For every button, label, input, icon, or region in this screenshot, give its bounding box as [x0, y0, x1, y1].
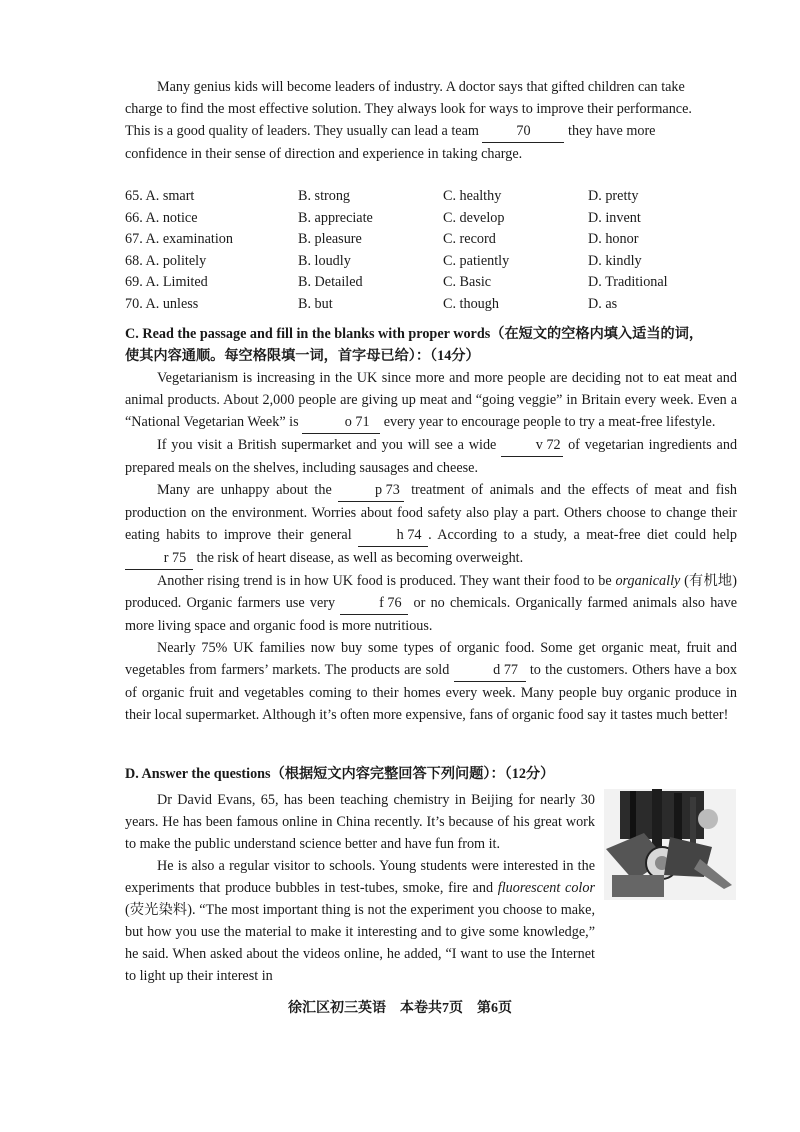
blank-70[interactable]: 70 [482, 120, 564, 143]
option-68-c[interactable]: C. patiently [443, 252, 510, 269]
passage-b-line3: This is a good quality of leaders. They usually can lead a team 70 they have more [125, 120, 737, 143]
section-c-heading-line1: C. Read the passage and fill in the blanks with proper words（在短文的空格内填入适当的词， [125, 326, 704, 342]
options-table [125, 185, 745, 314]
option-69-d[interactable]: D. Traditional [588, 274, 668, 290]
blank-73[interactable]: p 73 [338, 479, 404, 502]
option-68-b[interactable]: B. loudly [298, 252, 351, 269]
option-70-a[interactable]: 70. A. unless [125, 295, 199, 312]
section-c-paragraph-4: Another rising trend is in how UK food is produced. They want their food to be organically (有机地) produced. Organic farmers use very f 76 or no chemicals. Organically farmed animals also have more living space and organic food is more nutritious. [125, 573, 738, 634]
blank-77[interactable]: d 77 [454, 659, 526, 682]
blank-72[interactable]: v 72 [501, 434, 563, 457]
option-69-a[interactable]: 69. A. Limited [125, 274, 208, 290]
option-67-c[interactable]: C. record [443, 231, 496, 247]
option-67-b[interactable]: B. pleasure [298, 231, 362, 247]
chemistry-experiment-photo [604, 789, 736, 900]
option-66-b[interactable]: B. appreciate [298, 209, 373, 226]
blank-75[interactable]: r 75 [125, 547, 193, 570]
option-70-b[interactable]: B. but [298, 295, 333, 312]
passage-b-line4: confidence in their sense of direction and experience in taking charge. [125, 146, 523, 162]
section-c-paragraph-5: Nearly 75% UK families now buy some types of organic food. Some get organic meat, fruit and vegetables from farmers’ markets. The products are sold d 77 to the customers. Others have a box of organic fruit and vegetables coming to their homes every week. Many people buy organic produce in their local supermarket. Although it’s often more expensive, fans of organic food say it tastes much better! [125, 640, 738, 723]
section-c-paragraph-3: Many are unhappy about the p 73 treatment of animals and the effects of meat and fish production on the environment. Worries about food safety also play a part. Others choose to change their eating habits to improve their general h 74 . According to a study, a meat-free diet could help r 75 the risk of heart disease, as well as becoming overweight. [125, 479, 737, 570]
option-68-d[interactable]: D. kindly [588, 252, 642, 269]
section-c-paragraph-1: Vegetarianism is increasing in the UK since more and more people are deciding not to eat meat and animal products. About 2,000 people are giving up meat and “going veggie” in Britain every week. Even a “National Vegetarian Week” is o 71 every year to encourage people to try a meat-free lifestyle. [125, 367, 737, 434]
page-footer: 徐汇区初三英语 本卷共7页 第6页 [288, 1001, 512, 1016]
option-row-66 [125, 207, 745, 229]
option-row-68 [125, 250, 745, 272]
option-65-b[interactable]: B. strong [298, 188, 351, 204]
option-65-d[interactable]: D. pretty [588, 188, 639, 204]
option-70-d[interactable]: D. as [588, 295, 618, 312]
section-d-heading: D. Answer the questions（根据短文内容完整回答下列问题）：（12分） [125, 766, 555, 782]
section-d-paragraph-1: Dr David Evans, 65, has been teaching chemistry in Beijing for nearly 30 years. He has been famous online in China recently. It’s because of his great work to make the public understand science better and have fun from it. [125, 792, 595, 852]
passage-b [125, 76, 737, 165]
blank-71[interactable]: o 71 [302, 411, 380, 434]
option-row-65 [125, 185, 745, 207]
option-row-70 [125, 293, 745, 315]
section-c-paragraph-2: If you visit a British supermarket and you will see a wide v 72 of vegetarian ingredients and prepared meals on the shelves, including sausages and cheese. [125, 434, 737, 479]
passage-b-line1: Many genius kids will become leaders of industry. A doctor says that gifted children can take [157, 79, 685, 95]
option-69-c[interactable]: C. Basic [443, 274, 492, 290]
option-66-d[interactable]: D. invent [588, 209, 641, 226]
option-69-b[interactable]: B. Detailed [298, 274, 363, 290]
section-d-paragraph-2-block [125, 855, 595, 987]
option-66-c[interactable]: C. develop [443, 209, 505, 226]
section-c [125, 323, 737, 726]
blank-76[interactable]: f 76 [340, 592, 408, 615]
option-66-a[interactable]: 66. A. notice [125, 209, 198, 226]
option-70-c[interactable]: C. though [443, 295, 499, 312]
section-d-heading-block [125, 763, 737, 785]
option-67-a[interactable]: 67. A. examination [125, 231, 233, 247]
option-68-a[interactable]: 68. A. politely [125, 252, 207, 269]
option-65-c[interactable]: C. healthy [443, 188, 502, 204]
passage-b-line2: charge to find the most effective solution. They always look for ways to improve their performance. [125, 101, 692, 117]
option-65-a[interactable]: 65. A. smart [125, 188, 195, 204]
section-d-paragraph-2: He is also a regular visitor to schools. Young students were interested in the experiments that produce bubbles in test-tubes, smoke, fire and fluorescent color (荧光染料). “The most important thing is not the experiment you choose to make, but how you use the material to make it interesting and to give some knowledge,” he said. When asked about the videos online, he added, “I want to use the Internet to light up their interest in [125, 858, 595, 984]
option-row-69 [125, 271, 745, 293]
section-c-heading-line2: 使其内容通顺。每空格限填一词，首字母已给）：（14分） [125, 348, 480, 364]
option-row-67 [125, 228, 745, 250]
section-d-paragraph-1-block [125, 789, 595, 855]
blank-74[interactable]: h 74 [358, 524, 428, 547]
option-67-d[interactable]: D. honor [588, 231, 639, 247]
